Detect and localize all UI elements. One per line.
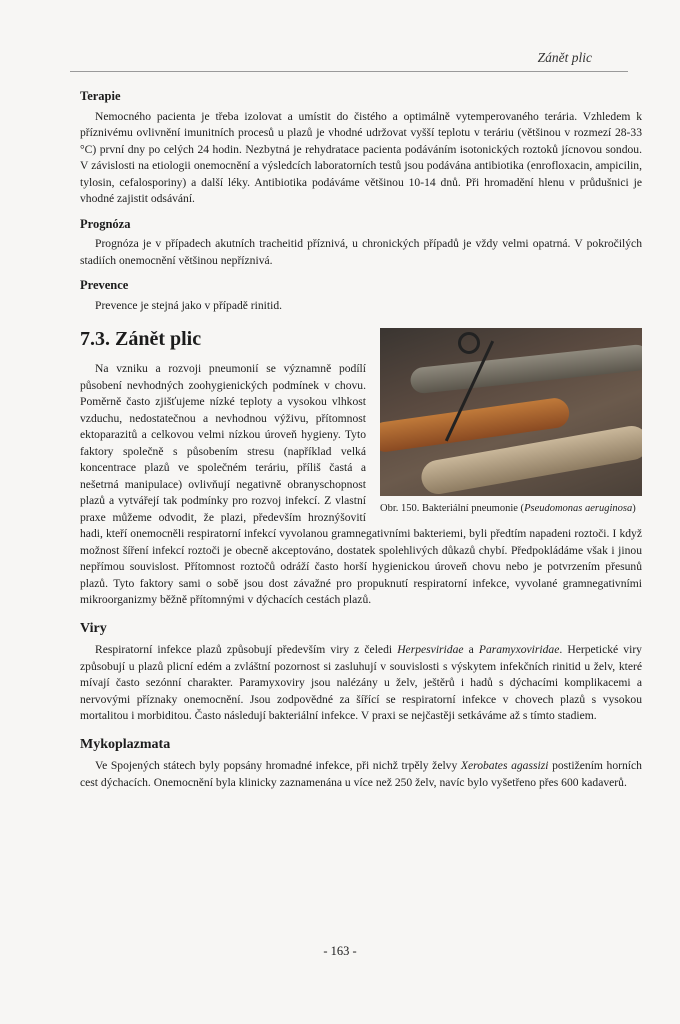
- paragraph-prevence: Prevence je stejná jako v případě rinitid.: [95, 298, 283, 312]
- heading-viry: Viry: [80, 620, 107, 636]
- paragraph-zanet-plic: Na vzniku a rozvoji pneumonií se významně podílí působení nevhodných zoohygienických podmínek v chovu. Poměrně často zjišťujeme nízké teploty a vysokou vlhkost vzduchu, nedostatečnou a nevhodnou výživu, přítomnost ektoparazitů a celkovou velmi nízkou úroveň hygieny. Tyto faktory společně s působením stresu (například velká koncentrace plazů ve společném teráriu, příliš častá a nešetrná manipulace) ovlivňují negativně obranyschopnost plazů a vytvářejí tak podmínky pro rozvoj infekcí. Z vlastní praxe můžeme odvodit, že plazi, především hroznýšovití hadi, kteří onemocněli respiratorní infekcí vyvolanou gramnegativními bakteriemi, byli předtím napadeni roztoči. I když možnost šíření infekcí roztoči je obecně akceptováno, dostatek spolehlivých důkazů chybí. Předpokládáme však i jinou nepřímou souvislost. Přítomnost roztočů odráží často horší hygienickou úroveň chovu nebo je potvrzením přesunů plazů. Tyto faktory sami o sobě jsou dost závažné pro propuknutí respiratorní infekce, vyvolané gramnegativními mikroorganizmy běžně přítomnými v dýchacích cestách plazů.: [80, 362, 642, 606]
- header-rule: [70, 71, 628, 72]
- paragraph-terapie: Nemocného pacienta je třeba izolovat a umístit do čistého a optimálně vytemperovaného terária. Vzhledem k příznivému ovlivnění imunitních procesů u plazů je vhodné udržovat vyšší teplotu v teráriu (většinou v rozmezí 28-33 °C) první dny po celých 24 hodin. Nezbytná je rehydratace pacienta podáváním isotonických roztoků jícnovou sondou. V závislosti na etiologii onemocnění a výsledcích laboratorních testů jsou podávána antibiotika (enrofloxacin, ampicilin, tylosin, cefalosporiny) a další léky. Antibiotika podáváme většinou 10-14 dnů. Při hromadění hlenu v průdušnici je vhodné zajistit odsávání.: [80, 109, 642, 205]
- caption-species: Pseudomonas aeruginosa: [524, 503, 633, 514]
- caption-text: Obr. 150. Bakteriální pneumonie (: [380, 503, 525, 514]
- section-heading-zanet-plic: 7.3. Zánět plic: [80, 328, 202, 350]
- myko-species: Xerobates agassizi: [460, 759, 549, 772]
- heading-prognoza: Prognóza: [80, 216, 131, 231]
- paragraph-mykoplazmata: [80, 758, 642, 791]
- myko-text-1: Ve Spojených státech byly popsány hromadné infekce, při nichž trpěly želvy: [95, 759, 461, 772]
- figure-caption: [380, 502, 642, 516]
- figure-150: [380, 328, 642, 516]
- heading-mykoplazmata: Mykoplazmata: [80, 736, 171, 752]
- heading-terapie: Terapie: [80, 89, 121, 103]
- myko-text-2: postižením horních cest dýchacích. Onemocnění byla klinicky zaznamenána u více než 250 želv, navíc bylo vyšetřeno přes 600 kadaverů.: [80, 759, 642, 789]
- running-header: Zánět plic: [537, 50, 592, 65]
- paragraph-viry: [80, 642, 642, 725]
- page-content: [80, 88, 642, 791]
- viry-text-2: a: [463, 643, 479, 656]
- viry-text-1: Respiratorní infekce plazů způsobují především viry z čeledi: [95, 643, 398, 656]
- paragraph-prognoza: Prognóza je v případech akutních tracheitid příznivá, u chronických případů je vždy velmi opatrná. V pokročilých stadiích onemocnění většinou nepříznivá.: [80, 237, 642, 267]
- viry-text-3: . Herpetické viry způsobují u plazů plicní edém a zvláštní pozornost si zasluhují v souvislosti s výskytem infekčních rinitid u želv, které mívají často sezónní charakter. Paramyxoviry jsou nalézány u želv, ještěrů i hadů s dýchacími komplikacemi a nervovými příznaky onemocnění. Jsou zodpovědné za šířící se respiratorní infekce v chovech plazů s vysokou mortalitou i morbiditou. Často následují bakteriální infekce. V praxi se nejčastěji setkáváme až s tímto stadiem.: [80, 643, 642, 722]
- viry-family-2: Paramyxoviridae: [478, 643, 560, 656]
- caption-end: ): [632, 503, 636, 514]
- pneumonia-photo: [380, 328, 642, 496]
- viry-family-1: Herpesviridae: [397, 643, 464, 656]
- page-number: - 163 -: [323, 944, 357, 958]
- heading-prevence: Prevence: [80, 278, 129, 292]
